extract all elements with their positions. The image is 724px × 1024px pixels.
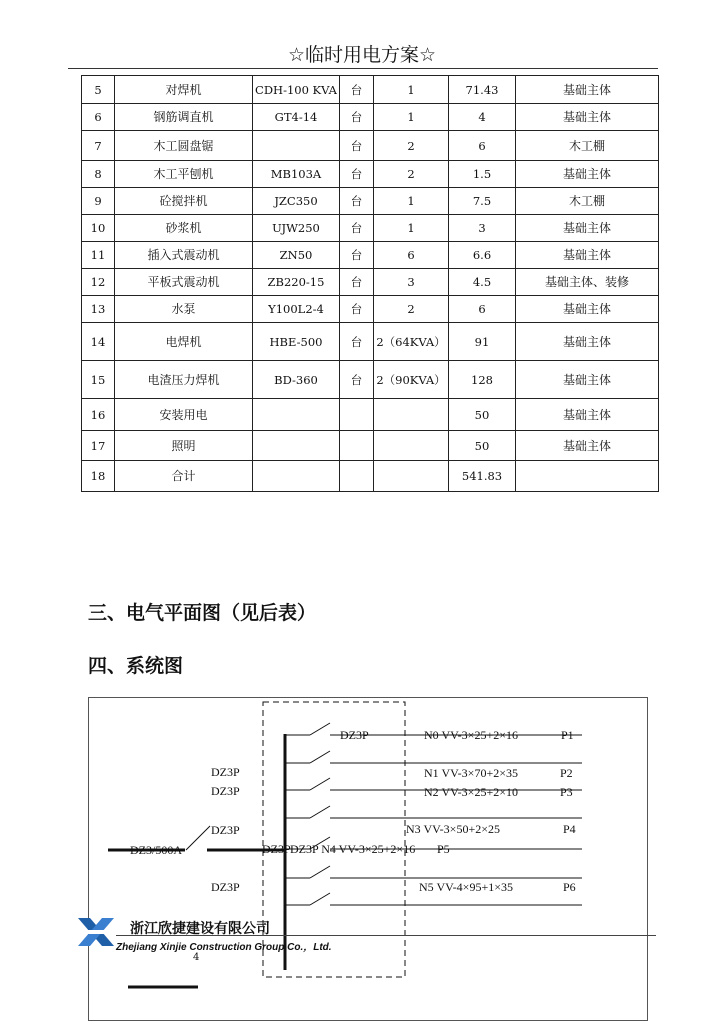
table-cell-qty: 2（64KVA）: [374, 323, 449, 361]
table-cell-power: 6: [449, 131, 516, 161]
table-cell-name: 电渣压力焊机: [115, 361, 253, 399]
table-cell-model: Y100L2-4: [253, 296, 340, 323]
breaker-label: DZ3P: [211, 880, 240, 894]
table-cell-model: GT4-14: [253, 104, 340, 131]
table-cell-use: 基础主体: [516, 242, 659, 269]
table-cell-unit: 台: [340, 296, 374, 323]
table-cell-unit: 台: [340, 131, 374, 161]
table-cell-use: 基础主体: [516, 431, 659, 461]
table-cell-no: 15: [82, 361, 115, 399]
branch-switch: [310, 806, 330, 818]
table-cell-power: 4.5: [449, 269, 516, 296]
table-cell-power: 6.6: [449, 242, 516, 269]
table-cell-no: 17: [82, 431, 115, 461]
table-cell-name: 砂浆机: [115, 215, 253, 242]
table-cell-unit: 台: [340, 269, 374, 296]
table-cell-qty: 1: [374, 188, 449, 215]
section-heading-system-diagram: 四、系统图: [88, 655, 184, 677]
breaker-label: DZ3P: [211, 784, 240, 798]
table-cell-unit: 台: [340, 104, 374, 131]
table-cell-power: 50: [449, 431, 516, 461]
table-cell-use: 基础主体: [516, 296, 659, 323]
table-cell-name: 插入式震动机: [115, 242, 253, 269]
table-cell-power: 7.5: [449, 188, 516, 215]
table-cell-unit: 台: [340, 361, 374, 399]
table-cell-no: 8: [82, 161, 115, 188]
table-cell-unit: 台: [340, 188, 374, 215]
table-cell-name: 钢筋调直机: [115, 104, 253, 131]
table-cell-no: 11: [82, 242, 115, 269]
table-cell-name: 木工圆盘锯: [115, 131, 253, 161]
table-cell-use: 基础主体: [516, 161, 659, 188]
table-cell-name: 电焊机: [115, 323, 253, 361]
table-cell-unit: 台: [340, 215, 374, 242]
table-cell-power: 1.5: [449, 161, 516, 188]
table-cell-power: 91: [449, 323, 516, 361]
table-cell-name: 安装用电: [115, 399, 253, 431]
table-cell-power: 50: [449, 399, 516, 431]
table-cell-use: 基础主体: [516, 361, 659, 399]
table-cell-model: JZC350: [253, 188, 340, 215]
table-cell-qty: 1: [374, 76, 449, 104]
table-cell-power: 128: [449, 361, 516, 399]
table-cell-model: ZB220-15: [253, 269, 340, 296]
table-cell-no: 6: [82, 104, 115, 131]
table-cell-model: MB103A: [253, 161, 340, 188]
table-cell-use: 基础主体: [516, 399, 659, 431]
table-cell-name: 木工平刨机: [115, 161, 253, 188]
circuit-panel-label: P6: [563, 880, 576, 894]
table-cell-power: 541.83: [449, 461, 516, 492]
company-name-cn: 浙江欣捷建设有限公司: [130, 921, 270, 937]
table-cell-model: HBE-500: [253, 323, 340, 361]
table-cell-no: 13: [82, 296, 115, 323]
table-cell-no: 7: [82, 131, 115, 161]
table-cell-use: 基础主体: [516, 76, 659, 104]
table-cell-power: 6: [449, 296, 516, 323]
circuit-cable-spec: N0 VV-3×25+2×16: [424, 728, 518, 742]
table-cell-qty: 2: [374, 296, 449, 323]
table-cell-unit: 台: [340, 323, 374, 361]
circuit-panel-label: P3: [560, 785, 573, 799]
circuit-cable-spec: DZ3P N4 VV-3×25+2×16: [290, 842, 416, 856]
breaker-label: DZ3P: [211, 765, 240, 779]
table-cell-use: 基础主体、装修: [516, 269, 659, 296]
circuit-panel-label: P2: [560, 766, 573, 780]
table-cell-name: 水泵: [115, 296, 253, 323]
table-cell-unit: 台: [340, 76, 374, 104]
table-cell-power: 4: [449, 104, 516, 131]
table-cell-unit: 台: [340, 161, 374, 188]
branch-switch: [310, 866, 330, 878]
table-cell-use: 基础主体: [516, 215, 659, 242]
table-cell-use: 基础主体: [516, 323, 659, 361]
main-breaker-switch: [186, 826, 210, 850]
circuit-cable-spec: N5 VV-4×95+1×35: [419, 880, 513, 894]
main-breaker-label: DZ3/500A: [130, 843, 182, 857]
table-cell-qty: 6: [374, 242, 449, 269]
table-cell-use: 基础主体: [516, 104, 659, 131]
table-cell-no: 18: [82, 461, 115, 492]
branch-switch: [310, 778, 330, 790]
table-cell-qty: 2（90KVA）: [374, 361, 449, 399]
circuit-panel-label: P5: [437, 842, 450, 856]
table-cell-use: 木工棚: [516, 188, 659, 215]
table-cell-name: 照明: [115, 431, 253, 461]
table-cell-name: 砼搅拌机: [115, 188, 253, 215]
table-cell-power: 71.43: [449, 76, 516, 104]
breaker-label: DZ3P: [211, 823, 240, 837]
table-cell-name: 对焊机: [115, 76, 253, 104]
section-heading-electrical-plan: 三、电气平面图（见后表）: [88, 602, 317, 624]
table-cell-unit: 台: [340, 242, 374, 269]
circuit-cable-spec: N1 VV-3×70+2×35: [424, 766, 518, 780]
table-cell-name: 合计: [115, 461, 253, 492]
table-cell-qty: 2: [374, 131, 449, 161]
table-cell-model: BD-360: [253, 361, 340, 399]
table-cell-no: 12: [82, 269, 115, 296]
table-cell-model: ZN50: [253, 242, 340, 269]
table-cell-qty: 3: [374, 269, 449, 296]
page-title: ☆临时用电方案☆: [287, 44, 437, 66]
table-cell-no: 10: [82, 215, 115, 242]
table-cell-use: 木工棚: [516, 131, 659, 161]
circuit-cable-spec: N2 VV-3×25+2×10: [424, 785, 518, 799]
circuit-panel-label: P4: [563, 822, 576, 836]
breaker-label: DZ3P: [262, 842, 291, 856]
page-number: 4: [193, 952, 200, 963]
branch-switch: [310, 751, 330, 763]
company-name-en: Zhejiang Xinjie Construction Group Co.，Ltd.: [116, 942, 332, 953]
branch-switch: [310, 893, 330, 905]
table-cell-model: UJW250: [253, 215, 340, 242]
table-cell-qty: 1: [374, 104, 449, 131]
table-cell-no: 14: [82, 323, 115, 361]
table-cell-qty: 2: [374, 161, 449, 188]
breaker-label: DZ3P: [340, 728, 369, 742]
table-cell-no: 9: [82, 188, 115, 215]
table-cell-no: 5: [82, 76, 115, 104]
table-cell-power: 3: [449, 215, 516, 242]
table-cell-name: 平板式震动机: [115, 269, 253, 296]
circuit-panel-label: P1: [561, 728, 574, 742]
table-cell-model: CDH-100 KVA: [253, 76, 340, 104]
branch-switch: [310, 723, 330, 735]
circuit-cable-spec: N3 VV-3×50+2×25: [406, 822, 500, 836]
company-logo: [76, 916, 116, 950]
table-cell-no: 16: [82, 399, 115, 431]
table-cell-qty: 1: [374, 215, 449, 242]
